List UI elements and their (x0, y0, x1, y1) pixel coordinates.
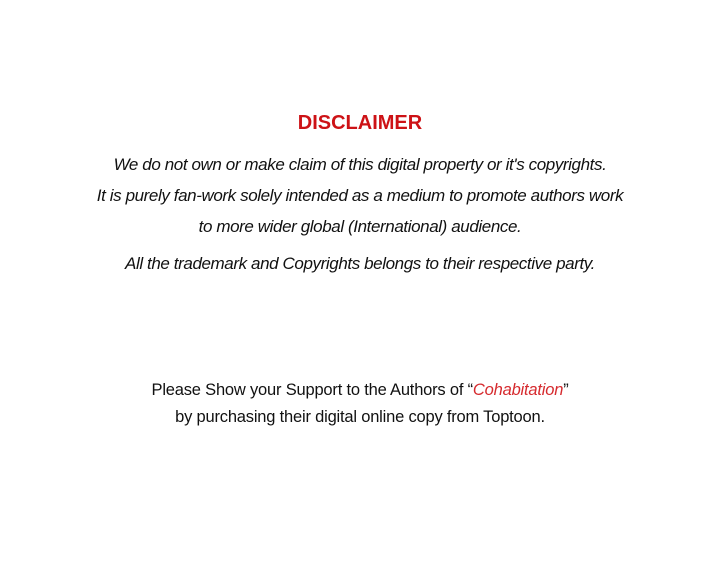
support-line-1-suffix: ” (563, 381, 569, 399)
page-title: DISCLAIMER (297, 112, 423, 134)
disclaimer-line-1: We do not own or make claim of this digital property or it's copyrights. (113, 155, 607, 174)
disclaimer-line-3: to more wider global (International) audience. (198, 217, 522, 236)
title-name-highlight: Cohabitation (472, 381, 564, 399)
disclaimer-line-2: It is purely fan-work solely intended as a medium to promote authors work (96, 186, 624, 205)
support-line-1-prefix: Please Show your Support to the Authors of “ (151, 381, 473, 399)
support-line-1 (0, 381, 720, 400)
support-line-2: by purchasing their digital online copy from Toptoon. (175, 408, 545, 426)
trademark-line: All the trademark and Copyrights belongs to their respective party. (125, 254, 595, 273)
